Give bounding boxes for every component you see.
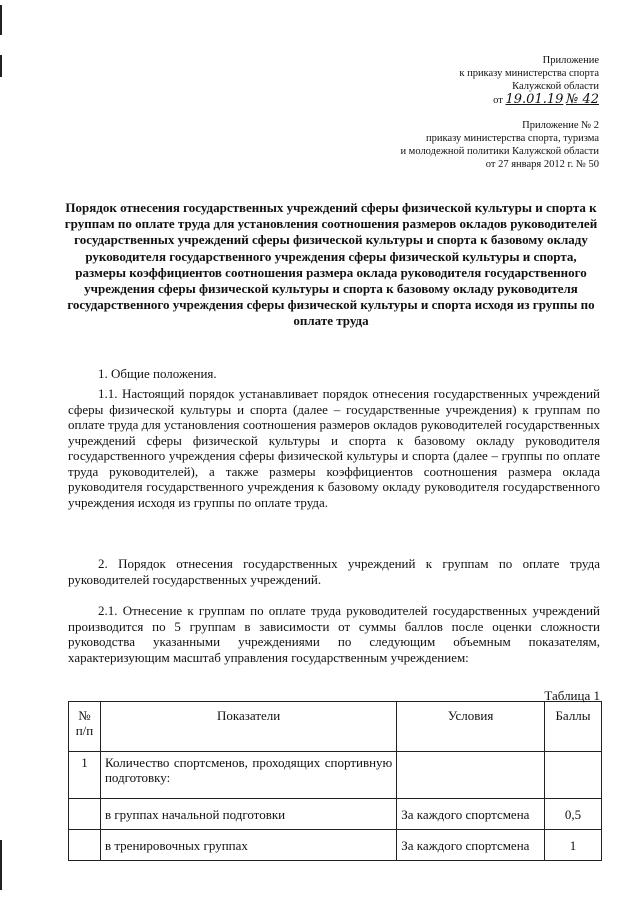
appendix-header-line: к приказу министерства спорта [459,68,599,79]
cell-conditions: За каждого спортсмена [397,830,545,861]
cell-indicator: Количество спортсменов, проходящих спортивную подготовку: [100,752,396,799]
paragraph-1-1: 1.1. Настоящий порядок устанавливает порядок отнесения государственных учреждений сферы физической культуры и спорта (далее – государственные учреждения) к группам по оплате труда для установления соотношения размеров окладов руководителей государственных учреждений сферы физической культуры и спорта к базовому окладу руководителя государственного учреждения сферы физической культуры и спорта (далее – группы по оплате труда руководителей), а также размеры коэффициентов соотношения размера оклада руководителя государственного учреждения к базовому окладу руководителя государственного учреждения исходя из группы по оплате труда. [68,386,600,510]
scan-edge-mark [0,840,2,890]
points-table [68,701,602,861]
appendix2-header-line: Приложение № 2 [522,120,599,131]
cell-indicator: в группах начальной подготовки [100,799,396,830]
handwritten-date: 19.01.19 [505,92,564,107]
table-header-row [69,702,602,752]
date-prefix: от [493,95,503,106]
header-num: № п/п [69,702,101,752]
appendix2-header [400,119,599,171]
cell-indicator: в тренировочных группах [100,830,396,861]
cell-points: 1 [545,830,602,861]
section-1-heading: 1. Общие положения. [98,366,217,381]
cell-conditions: За каждого спортсмена [397,799,545,830]
header-points: Баллы [545,702,602,752]
table-caption: Таблица 1 [544,688,600,703]
cell-points: 0,5 [545,799,602,830]
appendix2-header-line: приказу министерства спорта, туризма [426,133,599,144]
paragraph-2-1: 2.1. Отнесение к группам по оплате труда руководителей государственных учреждений производится по 5 группам в зависимости от суммы баллов после оценки сложности руководства указанными учреждениями по следующим объемным показателям, характеризующим масштаб управления государственным учреждением: [68,603,600,665]
cell-num [69,830,101,861]
scan-edge-mark [0,55,2,77]
cell-conditions [397,752,545,799]
cell-num: 1 [69,752,101,799]
appendix-header-line: Калужской области [512,81,599,92]
appendix-header [459,54,599,107]
handwritten-number: № 42 [566,92,599,107]
document-title: Порядок отнесения государственных учреждений сферы физической культуры и спорта к группам по оплате труда для установления соотношения размеров окладов руководителей государственных учреждений сферы физической культуры и спорта к базовому окладу руководителя государственного учреждения сферы физической культуры и спорта, размеры коэффициентов соотношения размера оклада руководителя государственного учреждения сферы физической культуры и спорта к базовому окладу руководителя государственного учреждения сферы физической культуры и спорта исходя из группы по оплате труда [64,200,598,329]
table-row [69,752,602,799]
table-row [69,799,602,830]
cell-points [545,752,602,799]
appendix2-header-line: от 27 января 2012 г. № 50 [485,159,599,170]
appendix2-header-line: и молодежной политики Калужской области [400,146,599,157]
table-row [69,830,602,861]
appendix-header-line: Приложение [542,55,599,66]
scan-edge-mark [0,5,2,35]
section-2-heading: 2. Порядок отнесения государственных учреждений к группам по оплате труда руководителей государственных учреждений. [68,556,600,587]
header-indicator: Показатели [100,702,396,752]
header-conditions: Условия [397,702,545,752]
cell-num [69,799,101,830]
appendix-header-date-line [459,93,599,107]
